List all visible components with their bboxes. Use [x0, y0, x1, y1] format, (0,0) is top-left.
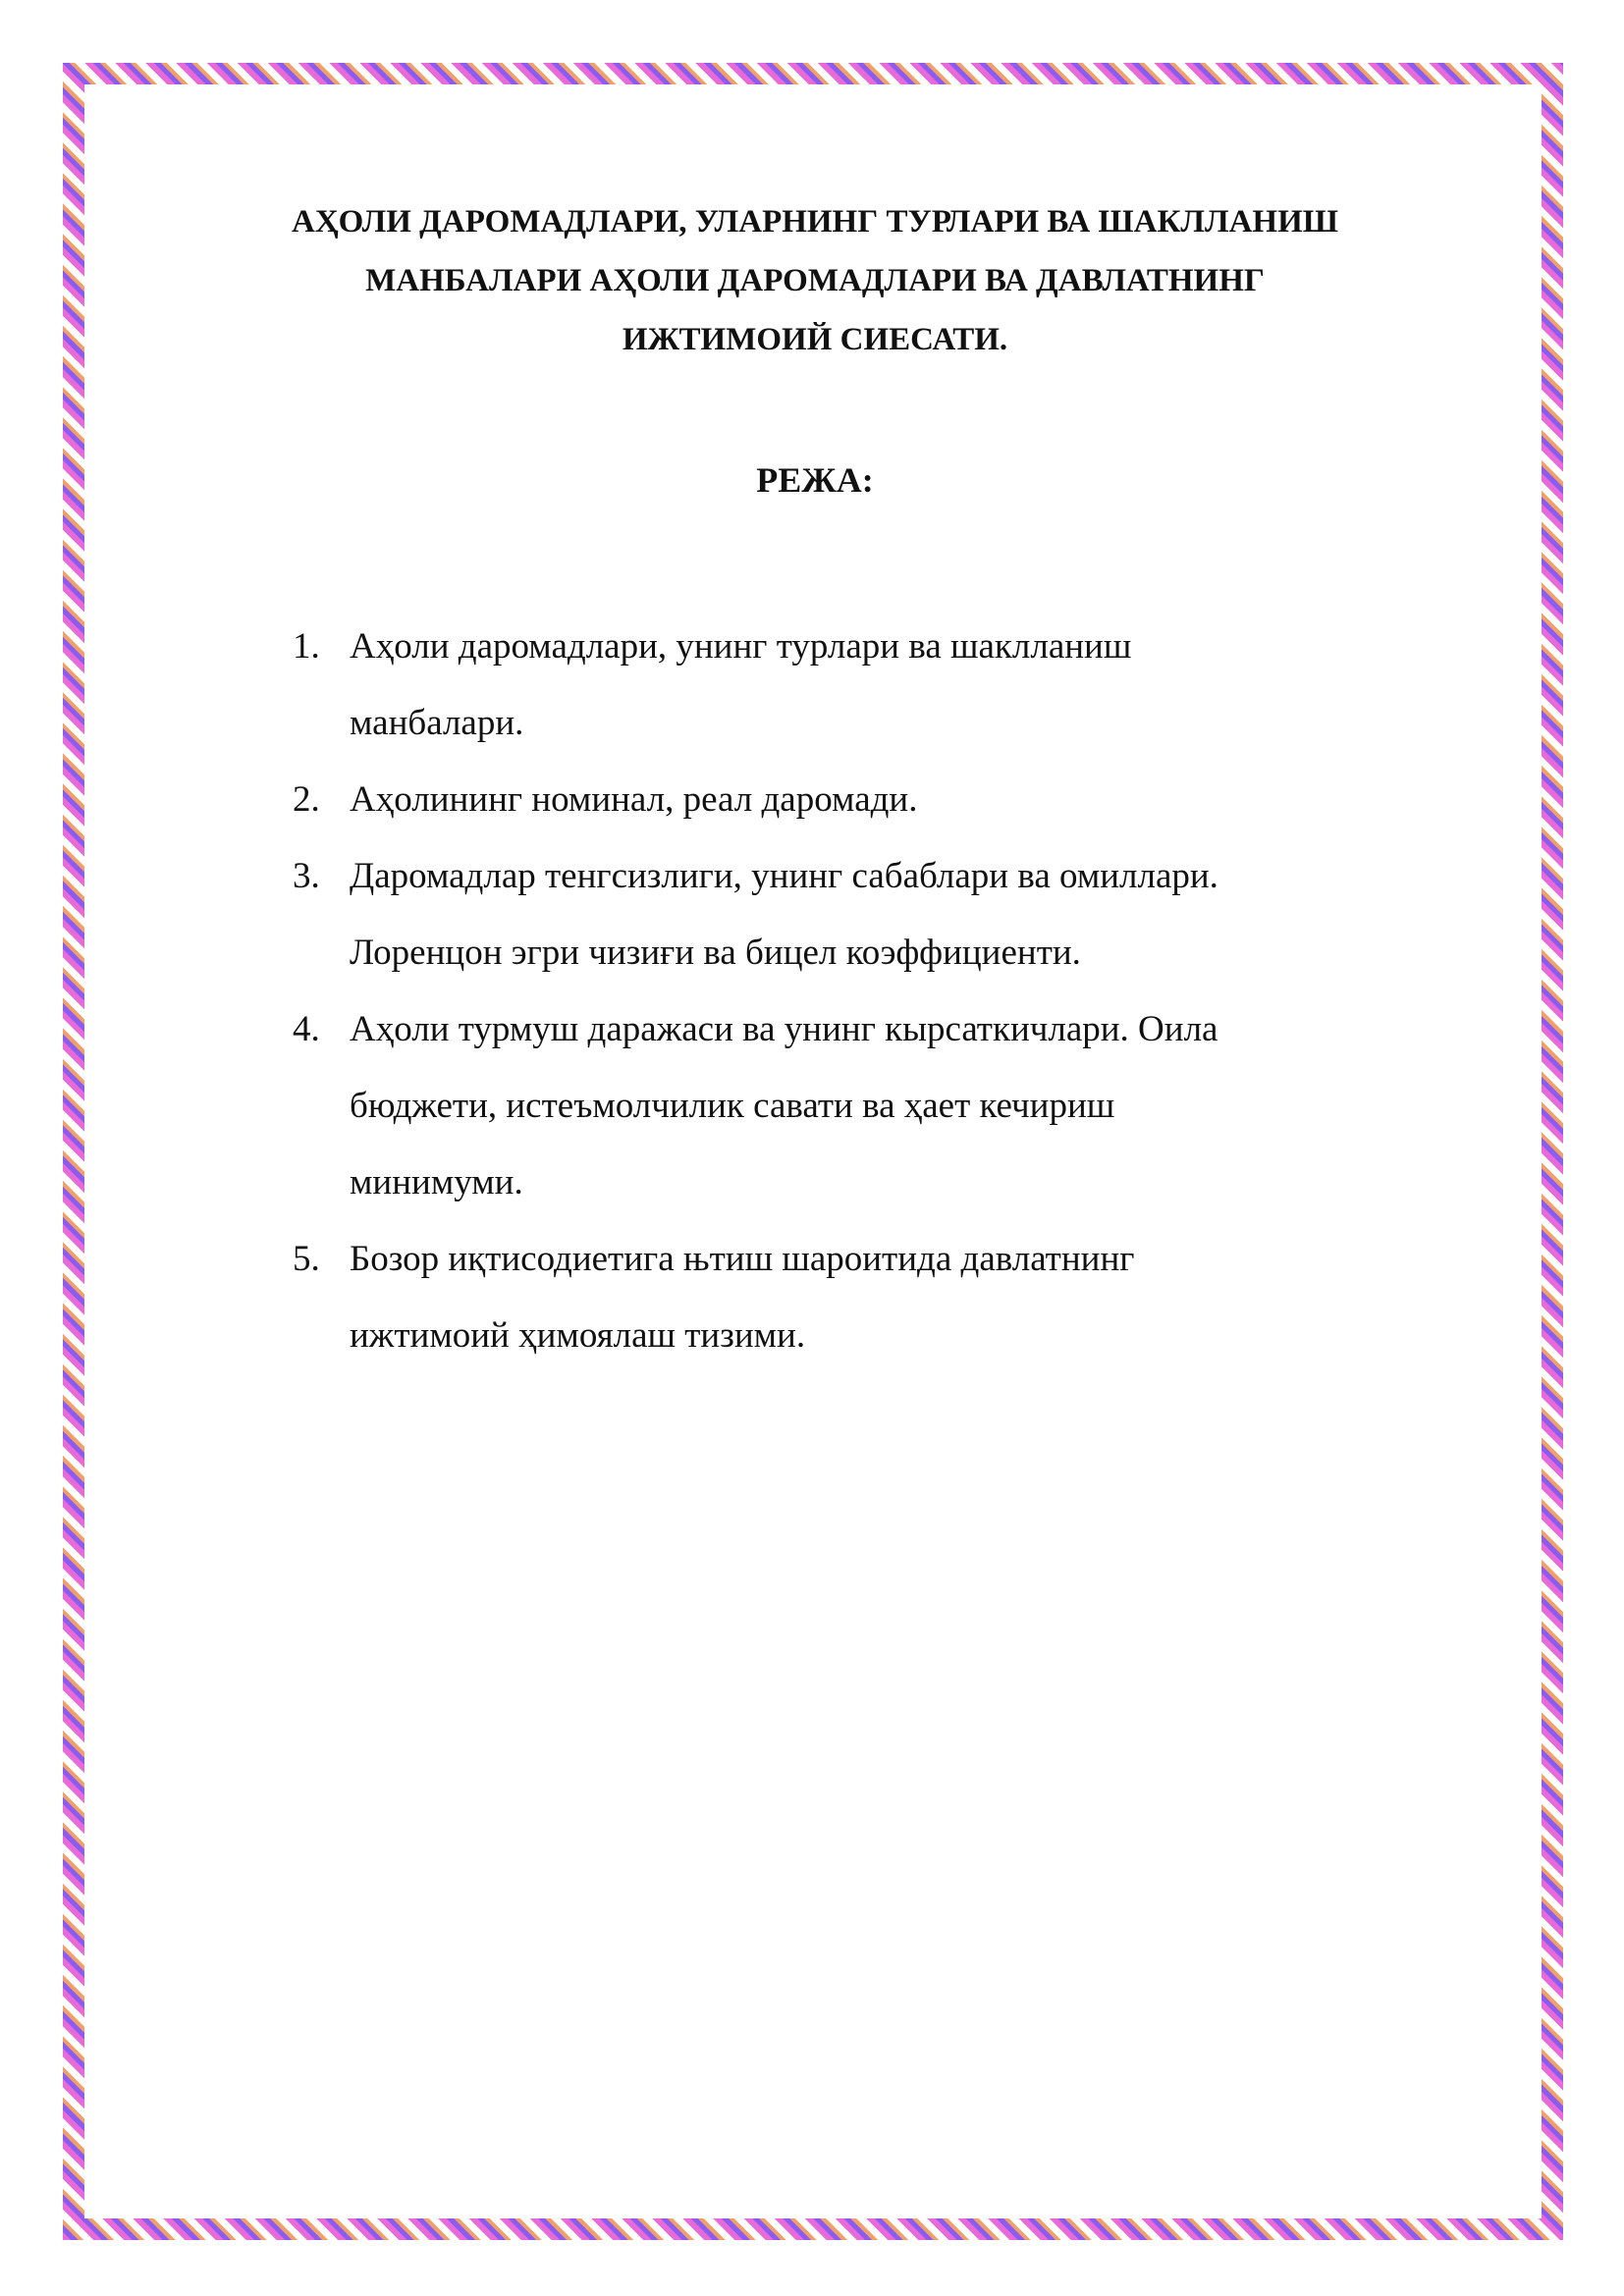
- title-line: МАНБАЛАРИ АҲОЛИ ДАРОМАДЛАРИ ВА ДАВЛАТНИНГ: [365, 263, 1265, 298]
- item-line: Лоренцон эгри чизиғи ва бицел коэффициенти.: [350, 933, 1081, 973]
- item-number: 2.: [293, 779, 320, 820]
- item-line: Аҳолининг номинал, реал даромади.: [350, 779, 918, 820]
- item-line: Бозор иқтисодиетига њтиш шароитида давлатнинг: [350, 1239, 1135, 1279]
- item-line: Аҳоли турмуш даражаси ва унинг кырсаткичлари. Оила: [350, 1009, 1218, 1049]
- plan-item-3: [293, 838, 1471, 991]
- item-line: ижтимоий ҳимоялаш тизими.: [350, 1315, 806, 1356]
- plan-item-1: [293, 609, 1471, 762]
- plan-item-2: [293, 762, 1471, 838]
- item-line: Даромадлар тенгсизлиги, унинг сабаблари ва омиллари.: [350, 856, 1218, 896]
- plan-item-4: [293, 991, 1471, 1221]
- title-line: ИЖТИМОИЙ СИЕСАТИ.: [622, 322, 1008, 357]
- plan-item-5: [293, 1221, 1471, 1374]
- item-line: бюджети, истеъмолчилик савати ва ҳает кечириш: [350, 1086, 1115, 1126]
- item-number: 1.: [293, 626, 320, 667]
- item-number: 5.: [293, 1239, 320, 1279]
- plan-list: [293, 609, 1471, 1374]
- item-line: минимуми.: [350, 1162, 523, 1202]
- item-line: Аҳоли даромадлари, унинг турлари ва шаклланиш: [350, 626, 1132, 667]
- item-number: 3.: [293, 856, 320, 896]
- plan-heading: РЕЖА:: [756, 460, 874, 500]
- item-line: манбалари.: [350, 703, 524, 743]
- item-number: 4.: [293, 1009, 320, 1049]
- document-title: [118, 192, 1512, 369]
- title-line: АҲОЛИ ДАРОМАДЛАРИ, УЛАРНИНГ ТУРЛАРИ ВА ШАКЛЛАНИШ: [291, 204, 1339, 240]
